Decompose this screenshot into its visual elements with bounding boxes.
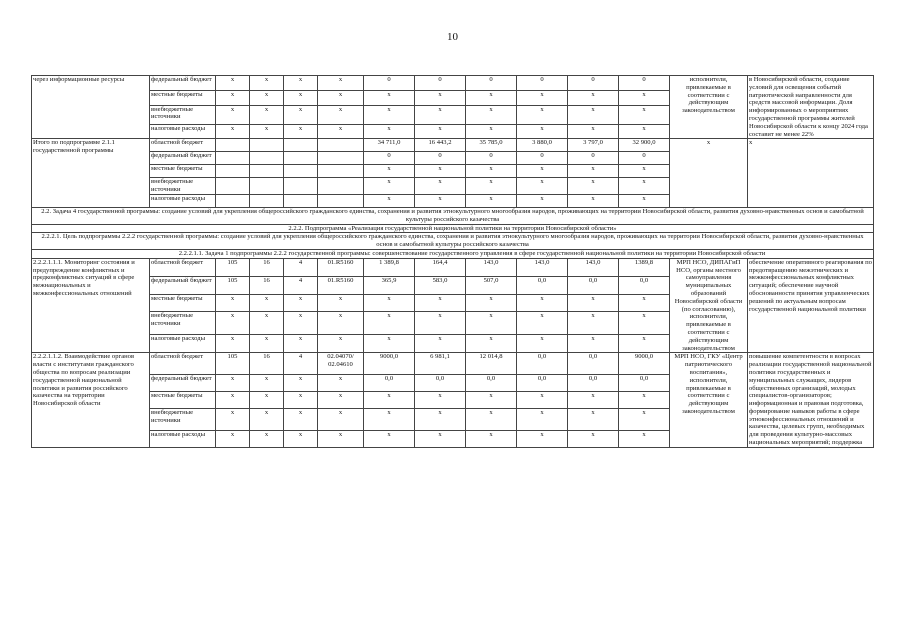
funding-source-cell: областной бюджет: [150, 258, 216, 276]
value-cell: x: [364, 409, 415, 431]
value-cell: x: [415, 409, 466, 431]
value-cell: 0,0: [619, 276, 670, 294]
value-cell: x: [415, 90, 466, 105]
value-cell: x: [568, 105, 619, 124]
value-cell: x: [216, 105, 250, 124]
value-cell: x: [517, 165, 568, 178]
value-cell: x: [284, 124, 318, 139]
funding-source-cell: местные бюджеты: [150, 392, 216, 409]
value-cell: 105: [216, 258, 250, 276]
value-cell: x: [415, 294, 466, 312]
value-cell: x: [568, 392, 619, 409]
value-cell: 1389,8: [619, 258, 670, 276]
value-cell: x: [466, 194, 517, 207]
value-cell: x: [517, 409, 568, 431]
value-cell: x: [619, 178, 670, 195]
value-cell: 16 443,2: [415, 139, 466, 152]
value-cell: x: [284, 105, 318, 124]
value-cell: [284, 139, 318, 152]
value-cell: x: [364, 90, 415, 105]
value-cell: x: [517, 312, 568, 335]
task-heading: 2.2. Задача 4 государственной программы: создание условий для укрепления общероссийского гражданского единства, сохранения и развития этнокультурного многообразия народов, проживающих на территории Новосибирской области, развития духовно-нравственных основ и самобытной культуры российского казачества: [32, 207, 874, 224]
value-cell: x: [466, 312, 517, 335]
value-cell: x: [517, 178, 568, 195]
funding-source-cell: внебюджетные источники: [150, 105, 216, 124]
value-cell: x: [568, 90, 619, 105]
table-row: [32, 76, 874, 91]
value-cell: x: [318, 124, 364, 139]
value-cell: x: [284, 375, 318, 392]
value-cell: 4: [284, 276, 318, 294]
value-cell: x: [284, 409, 318, 431]
value-cell: x: [364, 165, 415, 178]
value-cell: x: [284, 294, 318, 312]
value-cell: 0: [619, 76, 670, 91]
value-cell: x: [619, 165, 670, 178]
page-number: 10: [447, 31, 458, 43]
value-cell: x: [517, 392, 568, 409]
value-cell: x: [364, 312, 415, 335]
value-cell: 0: [466, 76, 517, 91]
value-cell: 0: [364, 76, 415, 91]
value-cell: x: [568, 335, 619, 353]
value-cell: x: [568, 294, 619, 312]
value-cell: 0,0: [364, 375, 415, 392]
value-cell: x: [415, 165, 466, 178]
program-table: [31, 75, 874, 448]
value-cell: 0: [568, 152, 619, 165]
value-cell: x: [364, 178, 415, 195]
funding-source-cell: федеральный бюджет: [150, 76, 216, 91]
value-cell: 143,0: [568, 258, 619, 276]
value-cell: x: [619, 392, 670, 409]
value-cell: x: [318, 90, 364, 105]
value-cell: x: [517, 335, 568, 353]
value-cell: 0: [517, 76, 568, 91]
value-cell: x: [517, 430, 568, 447]
value-cell: x: [415, 105, 466, 124]
funding-source-cell: налоговые расходы: [150, 124, 216, 139]
value-cell: x: [466, 409, 517, 431]
value-cell: x: [415, 178, 466, 195]
value-cell: 12 014,8: [466, 353, 517, 375]
executor-cell: МРП НСО, ДИПАГиП НСО, органы местного самоуправления муниципальных образований Новосибирской области (по согласованию), исполнители, привлекаемые в соответствии с действующим законодательством: [670, 258, 748, 353]
value-cell: [284, 194, 318, 207]
value-cell: x: [318, 76, 364, 91]
funding-source-cell: областной бюджет: [150, 139, 216, 152]
value-cell: 143,0: [466, 258, 517, 276]
activity-name-cell: Итого по подпрограмме 2.1.1 государственной программы: [32, 139, 150, 208]
value-cell: x: [619, 294, 670, 312]
value-cell: x: [568, 178, 619, 195]
expected-result-cell: повышение компетентности в вопросах реализации государственной национальной политики государственных и муниципальных служащих, лидеров общественных организаций, молодых специалистов-организаторов; информационная и правовая подготовка, формирование навыков работы в сфере этноконфессиональных отношений и казачества, целевых групп, необходимых для проведения культурно-массовых национальных мероприятий; поддержка: [749, 353, 872, 447]
value-cell: 143,0: [517, 258, 568, 276]
value-cell: [284, 165, 318, 178]
funding-source-cell: федеральный бюджет: [150, 375, 216, 392]
value-cell: x: [364, 430, 415, 447]
task1-heading: 2.2.2.1.1. Задача 1 подпрограммы 2.2.2 государственной программы: совершенствование государственного управления в сфере государственной национальной политики на территории Новосибирской области: [32, 249, 874, 258]
value-cell: x: [250, 409, 284, 431]
value-cell: x: [364, 392, 415, 409]
expected-result-cell: в Новосибирской области, создание условий для освещения событий патриотической направленности для средств массовой информации. Доля информированных о мероприятиях государственной программы жителей Новосибирской области к концу 2024 года составит не менее 22%: [748, 76, 874, 139]
value-cell: x: [216, 335, 250, 353]
expected-result-cell: x: [748, 139, 874, 208]
value-cell: 6 981,1: [415, 353, 466, 375]
value-cell: x: [284, 430, 318, 447]
value-cell: 0: [415, 152, 466, 165]
value-cell: [318, 165, 364, 178]
value-cell: x: [619, 430, 670, 447]
value-cell: x: [284, 90, 318, 105]
value-cell: 02.04070/ 02.04610: [318, 353, 364, 375]
value-cell: x: [216, 409, 250, 431]
value-cell: [284, 178, 318, 195]
value-cell: x: [619, 194, 670, 207]
value-cell: x: [415, 335, 466, 353]
value-cell: 0: [415, 76, 466, 91]
value-cell: x: [619, 409, 670, 431]
value-cell: x: [250, 90, 284, 105]
value-cell: 3 797,0: [568, 139, 619, 152]
value-cell: x: [250, 335, 284, 353]
value-cell: x: [517, 90, 568, 105]
value-cell: 0: [568, 76, 619, 91]
funding-source-cell: налоговые расходы: [150, 335, 216, 353]
value-cell: x: [284, 312, 318, 335]
value-cell: x: [250, 294, 284, 312]
value-cell: 1 389,8: [364, 258, 415, 276]
value-cell: 9000,0: [619, 353, 670, 375]
value-cell: 507,0: [466, 276, 517, 294]
funding-source-cell: внебюджетные источники: [150, 409, 216, 431]
value-cell: x: [517, 124, 568, 139]
funding-source-cell: местные бюджеты: [150, 294, 216, 312]
value-cell: x: [466, 90, 517, 105]
value-cell: x: [568, 124, 619, 139]
value-cell: x: [415, 312, 466, 335]
value-cell: [318, 194, 364, 207]
value-cell: 0: [517, 152, 568, 165]
value-cell: [216, 194, 250, 207]
value-cell: x: [517, 294, 568, 312]
value-cell: 164,4: [415, 258, 466, 276]
value-cell: x: [216, 392, 250, 409]
value-cell: x: [364, 194, 415, 207]
value-cell: x: [284, 335, 318, 353]
subprogram-heading: 2.2.2. Подпрограмма «Реализация государственной национальной политики на территории Новосибирской области»: [32, 224, 874, 233]
value-cell: [216, 178, 250, 195]
value-cell: 0,0: [517, 375, 568, 392]
value-cell: [318, 152, 364, 165]
value-cell: x: [466, 294, 517, 312]
value-cell: x: [364, 335, 415, 353]
value-cell: x: [318, 312, 364, 335]
value-cell: 0,0: [517, 353, 568, 375]
value-cell: x: [250, 375, 284, 392]
executor-cell: МРП НСО, ГКУ «Центр патриотического воспитания», исполнители, привлекаемые в соответствии с действующим законодательством: [670, 353, 748, 448]
value-cell: 16: [250, 276, 284, 294]
value-cell: x: [250, 312, 284, 335]
value-cell: x: [619, 335, 670, 353]
value-cell: x: [216, 312, 250, 335]
value-cell: x: [619, 90, 670, 105]
value-cell: x: [568, 409, 619, 431]
value-cell: x: [250, 105, 284, 124]
value-cell: x: [364, 294, 415, 312]
value-cell: 01.R5160: [318, 258, 364, 276]
value-cell: 0: [364, 152, 415, 165]
value-cell: x: [568, 312, 619, 335]
section-heading-row: [32, 233, 874, 250]
value-cell: x: [250, 124, 284, 139]
value-cell: x: [466, 430, 517, 447]
value-cell: 0,0: [619, 375, 670, 392]
funding-source-cell: местные бюджеты: [150, 165, 216, 178]
value-cell: 0,0: [568, 276, 619, 294]
value-cell: x: [619, 105, 670, 124]
value-cell: x: [250, 392, 284, 409]
value-cell: x: [318, 294, 364, 312]
value-cell: x: [216, 76, 250, 91]
value-cell: x: [466, 392, 517, 409]
funding-source-cell: внебюджетные источники: [150, 178, 216, 195]
value-cell: 0,0: [415, 375, 466, 392]
value-cell: x: [216, 375, 250, 392]
value-cell: x: [318, 430, 364, 447]
value-cell: [250, 152, 284, 165]
goal-heading: 2.2.2.1. Цель подпрограммы 2.2.2 государственной программы: создание условий для укрепления общероссийского гражданского единства, сохранения и развития этнокультурного многообразия народов, проживающих на территории Новосибирской области, развития духовно-нравственных основ и самобытной культуры российского казачества: [32, 233, 874, 250]
section-heading-row: [32, 224, 874, 233]
funding-source-cell: областной бюджет: [150, 353, 216, 375]
value-cell: [250, 165, 284, 178]
value-cell: 16: [250, 258, 284, 276]
value-cell: x: [284, 76, 318, 91]
value-cell: x: [415, 124, 466, 139]
value-cell: x: [216, 124, 250, 139]
funding-source-cell: федеральный бюджет: [150, 276, 216, 294]
value-cell: x: [250, 76, 284, 91]
executor-cell: x: [670, 139, 748, 208]
value-cell: [216, 139, 250, 152]
value-cell: 105: [216, 353, 250, 375]
value-cell: x: [415, 194, 466, 207]
value-cell: 16: [250, 353, 284, 375]
value-cell: [216, 165, 250, 178]
value-cell: x: [466, 335, 517, 353]
value-cell: x: [619, 312, 670, 335]
value-cell: [216, 152, 250, 165]
value-cell: 4: [284, 258, 318, 276]
table-row: [32, 353, 874, 375]
funding-source-cell: налоговые расходы: [150, 430, 216, 447]
value-cell: 0,0: [568, 353, 619, 375]
value-cell: 3 880,0: [517, 139, 568, 152]
value-cell: 0,0: [466, 375, 517, 392]
value-cell: [250, 178, 284, 195]
section-heading-row: [32, 207, 874, 224]
value-cell: x: [466, 165, 517, 178]
expected-result-cell: обеспечение оперативного реагирования по предотвращению межэтнических и межконфессиональных конфликтных ситуаций; обеспечение научной обоснованности принятия управленческих решений по актуальным вопросам государственной национальной политики: [748, 258, 874, 353]
value-cell: x: [466, 178, 517, 195]
value-cell: x: [517, 105, 568, 124]
value-cell: x: [415, 392, 466, 409]
value-cell: 0,0: [568, 375, 619, 392]
value-cell: 0: [619, 152, 670, 165]
value-cell: 01.R5160: [318, 276, 364, 294]
value-cell: 583,0: [415, 276, 466, 294]
value-cell: x: [216, 294, 250, 312]
value-cell: x: [619, 124, 670, 139]
value-cell: x: [318, 375, 364, 392]
executor-cell: исполнители, привлекаемые в соответствии с действующим законодательством: [670, 76, 748, 139]
value-cell: x: [216, 430, 250, 447]
funding-source-cell: налоговые расходы: [150, 194, 216, 207]
value-cell: [250, 139, 284, 152]
value-cell: x: [364, 105, 415, 124]
activity-name-cell: 2.2.2.1.1.2. Взаимодействие органов власти с институтами гражданского общества по вопросам реализации государственной национальной политики и развития российского казачества на территории Новосибирской области: [32, 353, 150, 448]
value-cell: 365,9: [364, 276, 415, 294]
value-cell: x: [284, 392, 318, 409]
table-row: [32, 258, 874, 276]
section-heading-row: [32, 249, 874, 258]
value-cell: x: [318, 392, 364, 409]
value-cell: x: [568, 194, 619, 207]
value-cell: 0: [466, 152, 517, 165]
value-cell: x: [415, 430, 466, 447]
value-cell: x: [568, 430, 619, 447]
value-cell: 35 785,0: [466, 139, 517, 152]
value-cell: x: [318, 105, 364, 124]
value-cell: x: [568, 165, 619, 178]
value-cell: 34 711,0: [364, 139, 415, 152]
funding-source-cell: внебюджетные источники: [150, 312, 216, 335]
table-row: [32, 139, 874, 152]
value-cell: x: [466, 105, 517, 124]
value-cell: [250, 194, 284, 207]
value-cell: [318, 139, 364, 152]
value-cell: 0,0: [517, 276, 568, 294]
value-cell: x: [517, 194, 568, 207]
activity-name-cell: через информационные ресурсы: [32, 76, 150, 139]
value-cell: 9000,0: [364, 353, 415, 375]
value-cell: 4: [284, 353, 318, 375]
value-cell: 32 900,0: [619, 139, 670, 152]
value-cell: 105: [216, 276, 250, 294]
value-cell: x: [466, 124, 517, 139]
value-cell: x: [318, 409, 364, 431]
value-cell: x: [318, 335, 364, 353]
value-cell: x: [250, 430, 284, 447]
funding-source-cell: федеральный бюджет: [150, 152, 216, 165]
value-cell: x: [364, 124, 415, 139]
value-cell: [318, 178, 364, 195]
value-cell: x: [216, 90, 250, 105]
value-cell: [284, 152, 318, 165]
activity-name-cell: 2.2.2.1.1.1. Мониторинг состояния и предупреждение конфликтных и предконфликтных ситуаций в сфере межнациональных и межконфессиональных отношений: [32, 258, 150, 353]
funding-source-cell: местные бюджеты: [150, 90, 216, 105]
